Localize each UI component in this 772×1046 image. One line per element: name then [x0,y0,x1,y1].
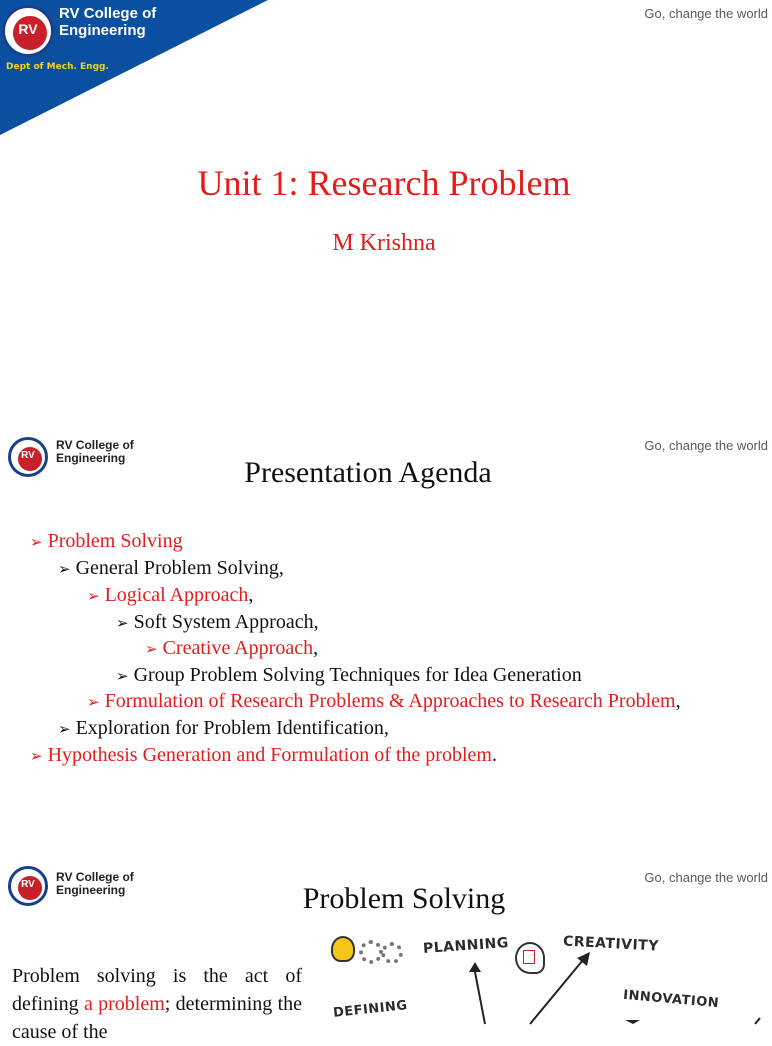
bullet-arrow-icon: ➢ [116,667,129,685]
agenda-item-text: Problem Solving [47,530,183,552]
agenda-item-text: Exploration for Problem Identification, [75,717,389,739]
agenda-item-text: Creative Approach [162,637,314,659]
problem-solving-slide [0,862,768,1043]
planning-word: PLANNING [422,935,510,957]
agenda-slide [0,430,768,830]
paragraph-text-line3: determining the cause of the [12,993,303,1043]
college-name-line2: Engineering [56,451,126,466]
author-name: M Krishna [332,230,436,256]
agenda-item-text: Formulation of Research Problems & Approaches to Research Problem [104,690,676,712]
problem-solving-title: Problem Solving [302,882,506,915]
bullet-arrow-icon: ➢ [58,560,71,578]
bullet-arrow-icon: ➢ [87,693,100,711]
bullet-arrow-icon: ➢ [30,533,43,551]
agenda-item-text: Hypothesis Generation and Formulation of the problem [47,744,492,766]
agenda-item [116,611,319,634]
agenda-item [116,664,582,687]
head-icon [515,942,545,974]
bullet-arrow-icon: ➢ [58,720,71,738]
agenda-item [30,744,497,767]
agenda-item [145,637,318,660]
checklist-icon [523,950,535,964]
agenda-item-suffix: , [675,690,681,712]
logo-letters: RV [21,450,35,461]
tagline: Go, change the world [644,438,768,453]
arrow-marker [625,1020,640,1024]
agenda-item-suffix: . [491,744,497,766]
bullet-arrow-icon: ➢ [145,640,158,658]
arrow-line-planning [475,972,485,1024]
department-label: Dept of Mech. Engg. [6,62,109,72]
agenda-title: Presentation Agenda [244,456,492,489]
college-name-line2: Engineering [56,883,126,898]
agenda-item [58,557,284,580]
agenda-item-suffix: , [313,637,319,659]
logo-letters: RV [18,21,38,37]
agenda-item-text: Group Problem Solving Techniques for Idea Generation [133,664,582,686]
concept-illustration [315,922,768,1024]
bullet-arrow-icon: ➢ [87,587,100,605]
paragraph-punct: ; [164,993,171,1015]
college-name [59,6,156,39]
bullet-arrow-icon: ➢ [116,614,129,632]
arrow-line-innovation [755,1018,760,1024]
arrowhead-planning [469,962,481,972]
bullet-arrow-icon: ➢ [30,747,43,765]
college-name-line2: Engineering [59,21,146,39]
agenda-item-text: Soft System Approach, [133,611,319,633]
college-name-line1: RV College of [59,5,157,22]
defining-word: DEFINING [332,998,409,1021]
slide-title: Unit 1: Research Problem [197,163,571,203]
agenda-item [87,584,253,607]
tagline: Go, change the world [644,870,768,885]
college-logo [2,5,54,57]
innovation-word: INNOVATION [622,987,720,1012]
college-name-line1: RV College of [56,438,134,452]
college-name-line1: RV College of [56,870,134,884]
lightbulb-icon [331,936,355,962]
agenda-item [30,530,183,553]
gear-icon [359,940,383,964]
paragraph-highlight: a problem [83,993,165,1015]
logo-letters: RV [21,879,35,890]
title-slide [0,0,768,400]
tagline: Go, change the world [644,6,768,21]
agenda-item-text: Logical Approach [104,584,249,606]
paragraph-text: Problem solving is the act of defining [12,965,302,1015]
agenda-item [87,690,681,713]
gear-icon [381,942,403,964]
creativity-word: CREATIVITY [562,933,660,955]
problem-solving-paragraph [12,962,302,1046]
agenda-item [58,717,389,740]
agenda-item-text: General Problem Solving, [75,557,284,579]
agenda-item-suffix: , [248,584,254,606]
